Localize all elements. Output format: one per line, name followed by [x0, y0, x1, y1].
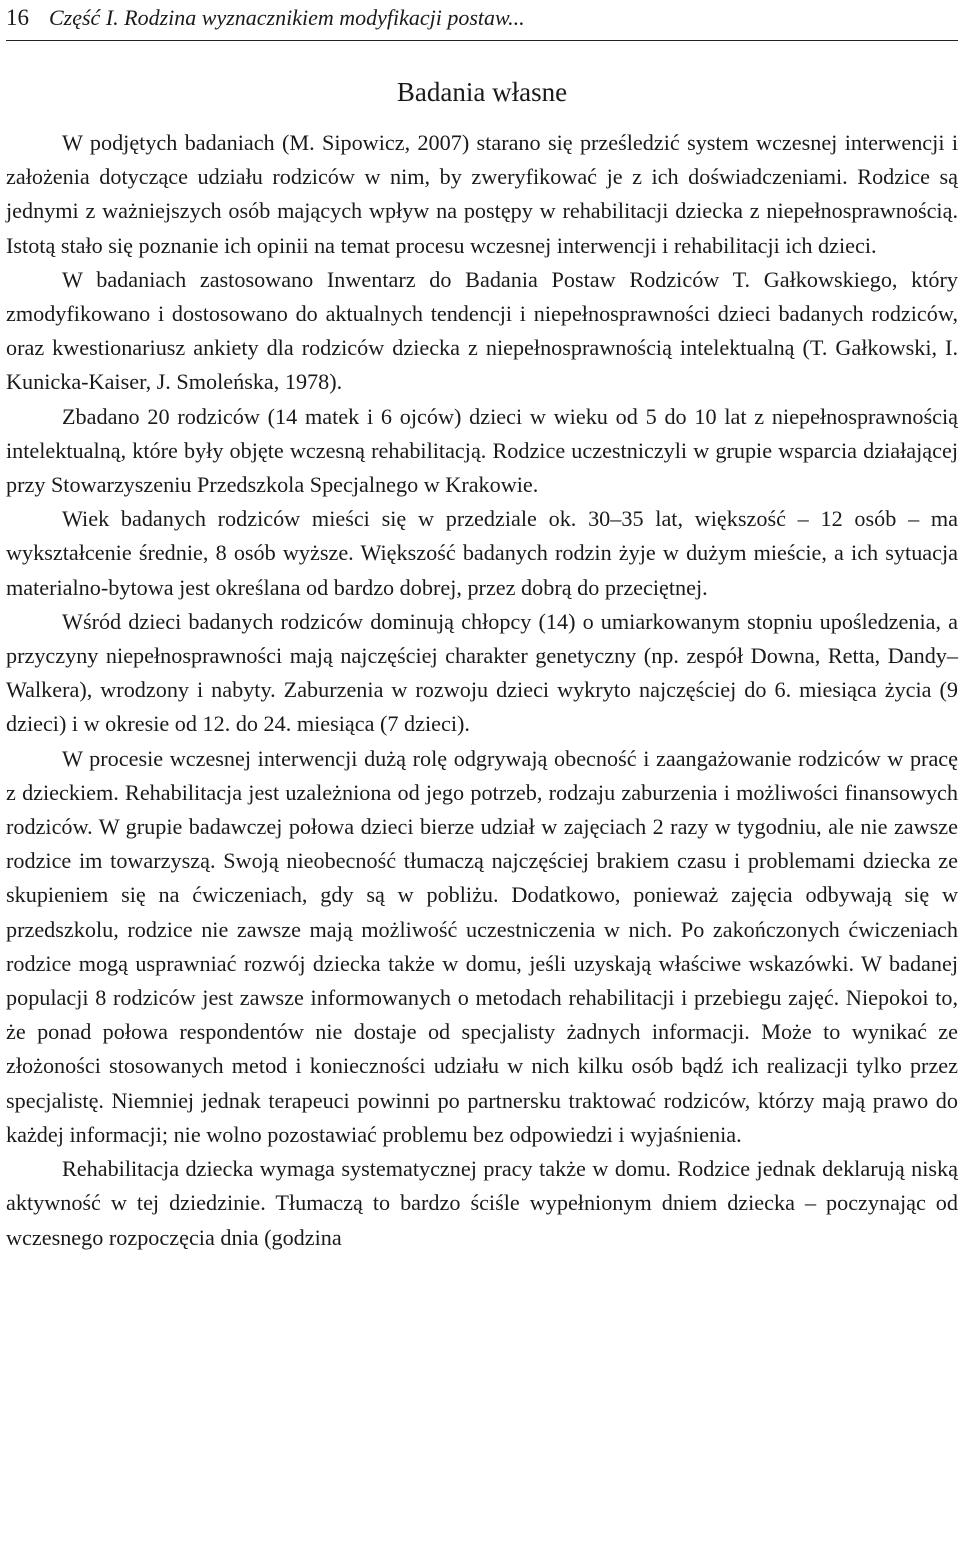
running-header [6, 0, 958, 36]
paragraph: Wśród dzieci badanych rodziców dominują chłopcy (14) o umiarkowanym stopniu upośledzenia, a przyczyny niepełnosprawności mają najczęściej charakter genetyczny (np. zespół Downa, Retta, Dandy–Walkera), wrodzony i nabyty. Zaburzenia w rozwoju dzieci wykryto najczęściej do 6. miesiąca życia (9 dzieci) i w okresie od 12. do 24. miesiąca (7 dzieci). [6, 608, 958, 737]
paragraph: Zbadano 20 rodziców (14 matek i 6 ojców) dzieci w wieku od 5 do 10 lat z niepełnosprawnością intelektualną, które były objęte wczesną rehabilitacją. Rodzice uczestniczyli w grupie wsparcia działającej przy Stowarzyszeniu Przedszkola Specjalnego w Krakowie. [6, 403, 958, 498]
paragraph: W podjętych badaniach (M. Sipowicz, 2007) starano się prześledzić system wczesnej interwencji i założenia dotyczące udziału rodziców w nim, by zweryfikować je z ich doświadczeniami. Rodzice są jednymi z ważniejszych osób mających wpływ na postępy w rehabilitacji dziecka z niepełnosprawnością. Istotą stało się poznanie ich opinii na temat procesu wczesnej interwencji i rehabilitacji ich dzieci. [6, 130, 958, 258]
paragraph: W procesie wczesnej interwencji dużą rolę odgrywają obecność i zaangażowanie rodziców w pracę z dzieckiem. Rehabilitacja jest uzależniona od jego potrzeb, rodzaju zaburzenia i możliwości finansowych rodziców. W grupie badawczej połowa dzieci bierze udział w zajęciach 2 razy w tygodniu, ale nie zawsze rodzice im towarzyszą. Swoją nieobecność tłumaczą najczęściej brakiem czasu i problemami dziecka ze skupieniem się na ćwiczeniach, gdy są w pobliżu. Dodatkowo, ponieważ zajęcia odbywają się w przedszkolu, rodzice nie zawsze mają możliwość uczestniczenia w nich. Po zakończonych ćwiczeniach rodzice mogą usprawniać rozwój dziecka także w domu, jeśli uzyskają właściwe wskazówki. W badanej populacji 8 rodziców jest zawsze informowanych o metodach rehabilitacji i przebiegu zajęć. Niepokoi to, że ponad połowa respondentów nie dostaje od specjalisty żadnych informacji. Może to wynikać ze złożoności stosowanych metod i konieczności udziału w nich kilku osób bądź ich realizacji tylko przez specjalistę. Niemniej jednak terapeuci powinni po partnersku traktować rodziców, którzy mają prawo do każdej informacji; nie wolno pozostawiać problemu bez odpowiedzi i wyjaśnienia. [6, 745, 958, 1147]
paragraph: Wiek badanych rodziców mieści się w przedziale ok. 30–35 lat, większość – 12 osób – ma wykształcenie średnie, 8 osób wyższe. Większość badanych rodzin żyje w dużym mieście, a ich sytuacja materialno-bytowa jest określana od bardzo dobrej, przez dobrą do przeciętnej. [6, 506, 958, 600]
paragraph: W badaniach zastosowano Inwentarz do Badania Postaw Rodziców T. Gałkowskiego, który zmodyfikowano i dostosowano do aktualnych tendencji i niepełnosprawności dzieci badanych rodziców, oraz kwestionariusz ankiety dla rodziców dziecka z niepełnosprawnością intelektualną (T. Gałkowski, I. Kunicka-Kaiser, J. Smoleńska, 1978). [6, 266, 958, 395]
header-divider [6, 40, 958, 41]
section-title: Badania własne [396, 77, 568, 107]
book-page [6, 0, 958, 1255]
body-text [6, 126, 958, 1255]
paragraph: Rehabilitacja dziecka wymaga systematycznej pracy także w domu. Rodzice jednak deklarują niską aktywność w tej dziedzinie. Tłumaczą to bardzo ściśle wypełnionym dniem dziecka – poczynając od wczesnego rozpoczęcia dnia (godzina [6, 1156, 958, 1250]
page-number: 16 [6, 5, 29, 30]
running-title: Część I. Rodzina wyznacznikiem modyfikacji postaw... [49, 5, 525, 30]
